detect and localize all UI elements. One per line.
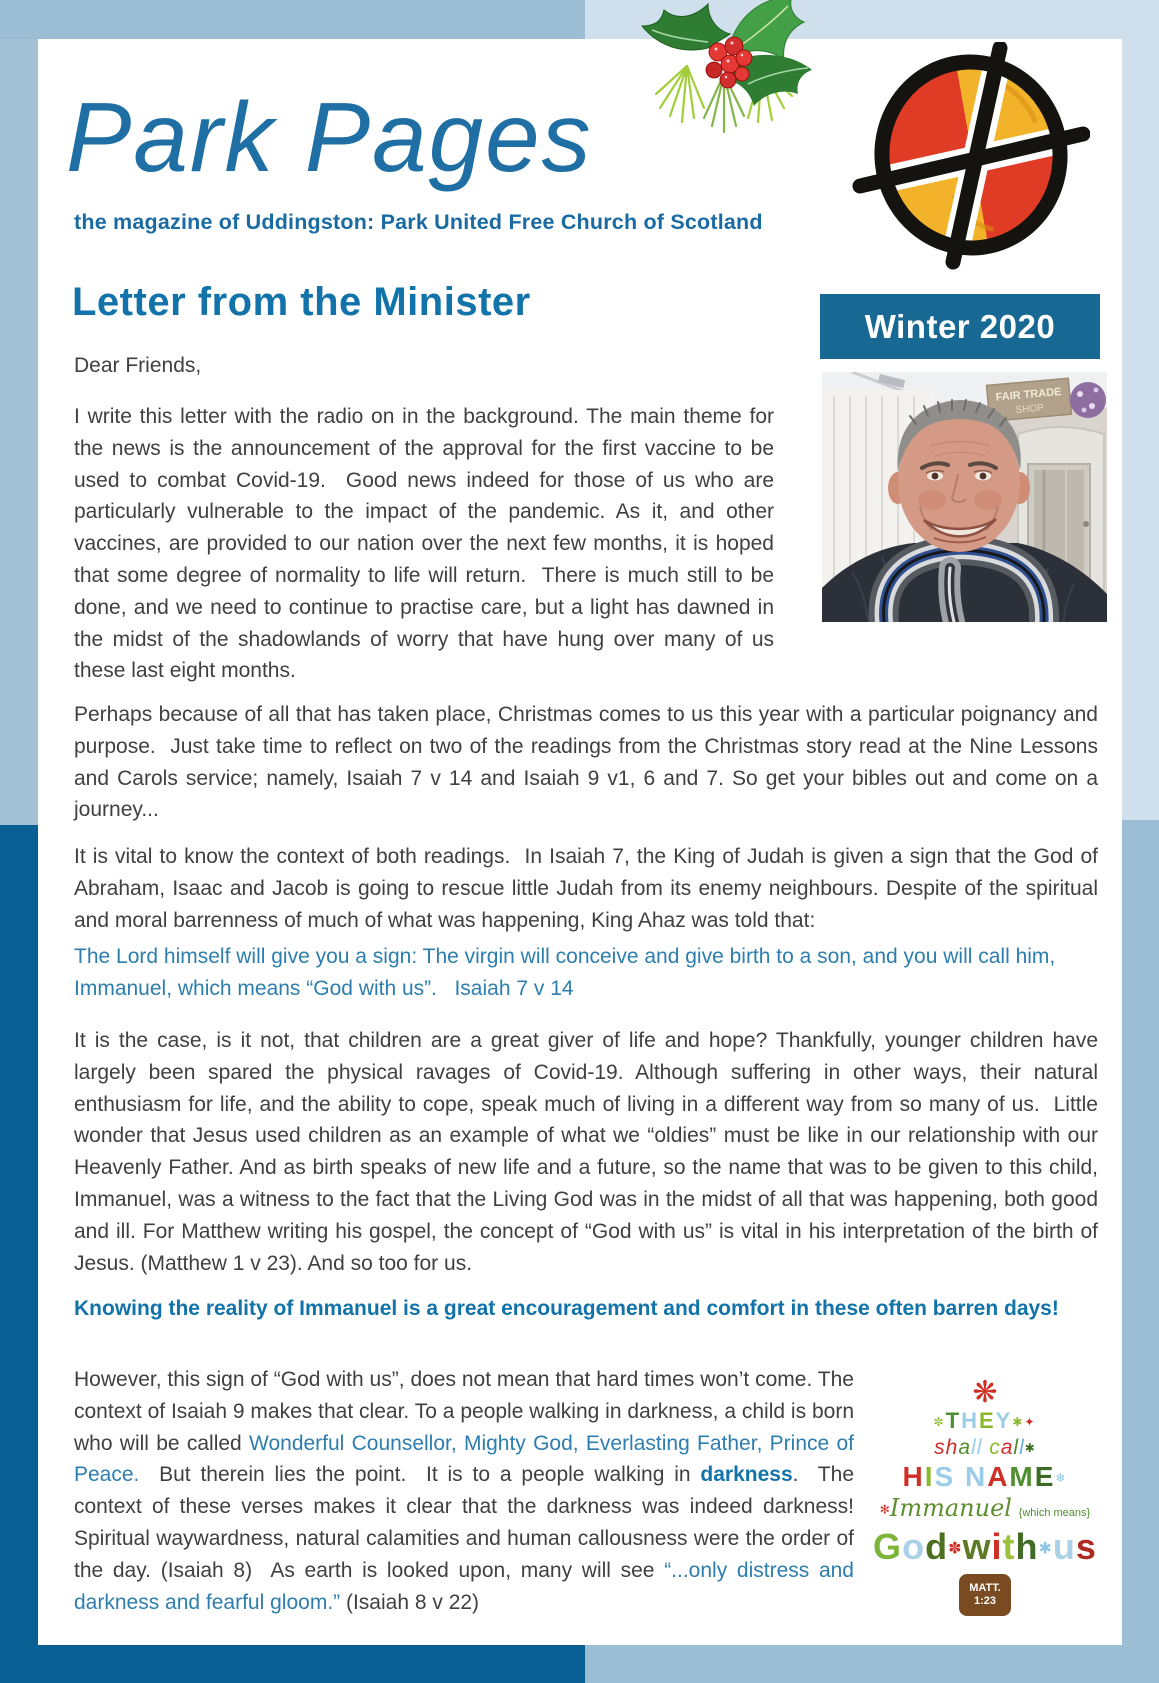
svg-text:SHOP: SHOP [1015,402,1045,417]
letter-salutation: Dear Friends, [74,354,202,377]
letter-paragraph-4: It is the case, is it not, that children are a great giver of life and hope? Thankfully, younger children have largely been spared the physical ravages of Covid-19. Although suffering in other ways, their natural enthusiasm for life, and the ability to cope, speak much of living in a different way from so many of us. Little wonder that Jesus used children as an example of what we “oldies” must be like in our relationship with our Heavenly Father. And as birth speaks of new life and a future, so the name that was to be given to this child, Immanuel, was a witness to the fact that the Living God was in the midst of all that was happening, both good and ill. For Matthew writing his gospel, the concept of “God with us” is vital in his interpretation of the birth of Jesus. (Matthew 1 v 23). And so too for us. [74,1029,1098,1275]
snowflake-icon: ❋ [972,1376,998,1409]
left-border-dark [0,825,38,1683]
magazine-subtitle: the magazine of Uddingston: Park United Free Church of Scotland [74,210,763,234]
letter-paragraph-5: However, this sign of “God with us”, does not mean that hard times won’t come. The context of Isaiah 9 makes that clear. To a people walking in darkness, a child is born who will be called Wonderful Counsellor, Mighty God, Everlasting Father, Prince of Peace. But therein lies the point. It is to a people walking in darkness. The context of these verses makes it clear that the darkness was indeed darkness! Spiritual waywardness, natural calamities and human callousness were the order of the day. (Isaiah 8) As earth is looked upon, many will see “...only distress and darkness and fearful gloom.” (Isaiah 8 v 22) [74,1368,854,1614]
matthew-reference-book: MATT. [969,1581,1001,1594]
left-border-light [0,39,38,825]
top-band-muted [0,0,585,39]
right-border-muted [1122,820,1159,1683]
right-border-pale [1122,39,1159,820]
artwork-line-his-name: HIS NAME❄ [902,1461,1068,1493]
issue-badge: Winter 2020 [820,294,1100,359]
svg-text:FAIR TRADE: FAIR TRADE [995,385,1062,404]
church-logo-icon [852,42,1090,274]
letter-emphasis-line: Knowing the reality of Immanuel is a great encouragement and comfort in these often barren days! [74,1297,1059,1320]
artwork-line-god-with-us: God✽with✱us [873,1526,1097,1568]
letter-paragraph-2: Perhaps because of all that has taken place, Christmas comes to us this year with a particular poignancy and purpose. Just take time to reflect on two of the readings from the Christmas story read at the Nine Lessons and Carols service; namely, Isaiah 7 v 14 and Isaiah 9 v1, 6 and 7. So get your bibles out and come on a journey... [74,703,1098,822]
artwork-line-they: ✼THEY✱✦ [933,1408,1037,1433]
matthew-reference-verse: 1:23 [973,1594,997,1607]
letter-paragraph-3: It is vital to know the context of both readings. In Isaiah 7, the King of Judah is given a sign that the God of Abraham, Isaac and Jacob is going to rescue little Judah from its enemy neighbours. Despite of the spiritual and moral barrenness of much of what was happening, King Ahaz was told that: [74,845,1098,932]
bottom-band-dark [0,1645,585,1683]
scripture-quote: The Lord himself will give you a sign: The virgin will conceive and give birth to a son, and you will call him, Immanuel, which means “God with us”. Isaiah 7 v 14 [74,945,1056,1000]
letter-paragraph-1: I write this letter with the radio on in the background. The main theme for the news is the announcement of the approval for the first vaccine to be used to combat Covid-19. Good news indeed for those of us who are particularly vulnerable to the impact of the pandemic. As it, and other vaccines, are provided to our nation over the next few months, it is hoped that some degree of normality to life will return. There is much still to be done, and we need to continue to practise care, but a light has dawned in the midst of the shadowlands of worry that have hung over many of us these last eight months. [74,405,774,683]
matthew-reference-badge [959,1574,1011,1616]
god-with-us-artwork [866,1378,1104,1616]
bottom-band-muted [585,1645,1159,1683]
artwork-line-immanuel: ✻Immanuel {which means} [879,1494,1091,1523]
artwork-line-shall-call: shall call✱ [934,1436,1036,1460]
minister-photo [822,372,1107,622]
section-heading: Letter from the Minister [72,280,531,324]
magazine-title: Park Pages [66,82,593,192]
